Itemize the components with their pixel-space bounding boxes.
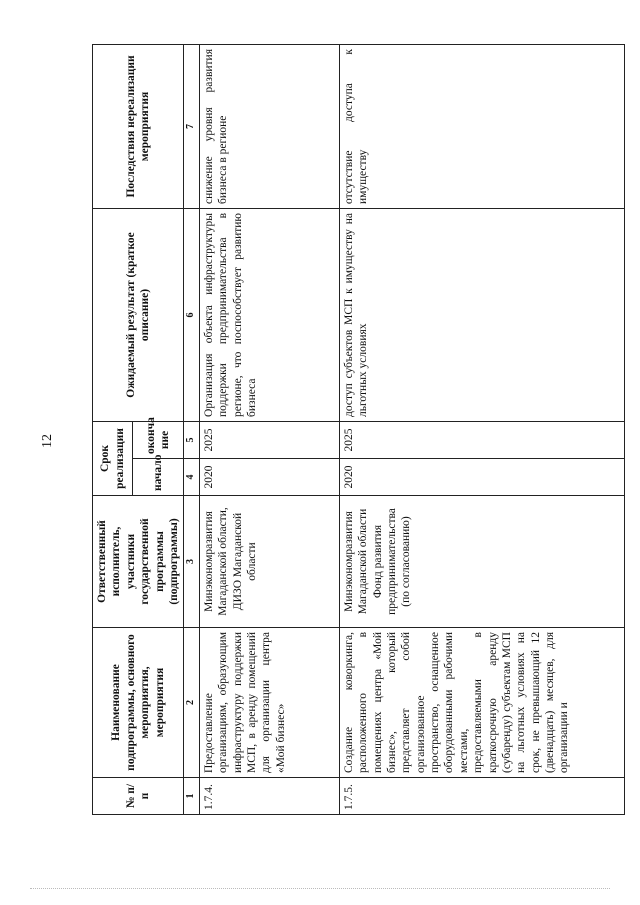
row-end: 2025 — [339, 421, 624, 458]
row-start: 2020 — [339, 459, 624, 496]
page-number: 12 — [40, 434, 55, 448]
row-name: Создание коворкинга, расположенного в помещениях центра «Мой бизнес», который представляет собой организованное пространство, оснащенное оборудованными рабочими местами, предоставляемыми в краткосрочную аренду (субаренду) субъектам МСП на льготных условиях на срок, не превышающий 12 (двенадцать) месяцев, для организации и — [339, 628, 624, 778]
header-result: Ожидаемый результат (краткое описание) — [93, 208, 184, 421]
row-end: 2025 — [199, 421, 339, 458]
row-name: Предоставление организациям, образующим инфраструктуру поддержки МСП, в аренду помещений для организации центра «Мой бизнес» — [199, 628, 339, 778]
column-number: 4 — [184, 459, 200, 496]
row-result: Организация объекта инфраструктуры поддержки предпринимательства в регионе, что поспособствует развитию бизнеса — [199, 208, 339, 421]
row-start: 2020 — [199, 459, 339, 496]
row-result: доступ субъектов МСП к имуществу на льготных условиях — [339, 208, 624, 421]
column-number: 3 — [184, 496, 200, 628]
header-name: Наименование подпрограммы, основного мероприятия, мероприятия — [93, 628, 184, 778]
column-number: 2 — [184, 628, 200, 778]
table-row — [339, 44, 624, 814]
row-num: 1.7.4. — [199, 778, 339, 815]
header-end: оконча ние — [133, 421, 184, 458]
table-row — [199, 44, 339, 814]
header-executor: Ответственный исполнитель, участники государственной программы (подпрограммы) — [93, 496, 184, 628]
header-start: начало — [133, 459, 184, 496]
row-executor: Минэкономразвития Магаданской области, ДИЗО Магаданской области — [199, 496, 339, 628]
page-footer-line — [30, 888, 610, 889]
header-consequences: Последствия нереализации мероприятия — [93, 44, 184, 208]
column-number: 5 — [184, 421, 200, 458]
program-table — [92, 44, 625, 815]
row-executor: Минэкономразвития Магаданской области Фонд развития предпринимательства (по согласованию) — [339, 496, 624, 628]
column-number: 6 — [184, 208, 200, 421]
column-number: 1 — [184, 778, 200, 815]
row-consequences: отсутствие доступа к имуществу — [339, 44, 624, 208]
rotated-table-container — [92, 45, 625, 815]
row-num: 1.7.5. — [339, 778, 624, 815]
header-num: № п/п — [93, 778, 184, 815]
column-number: 7 — [184, 44, 200, 208]
row-consequences: снижение уровня развития бизнеса в регионе — [199, 44, 339, 208]
header-term: Срок реализации — [93, 421, 133, 495]
